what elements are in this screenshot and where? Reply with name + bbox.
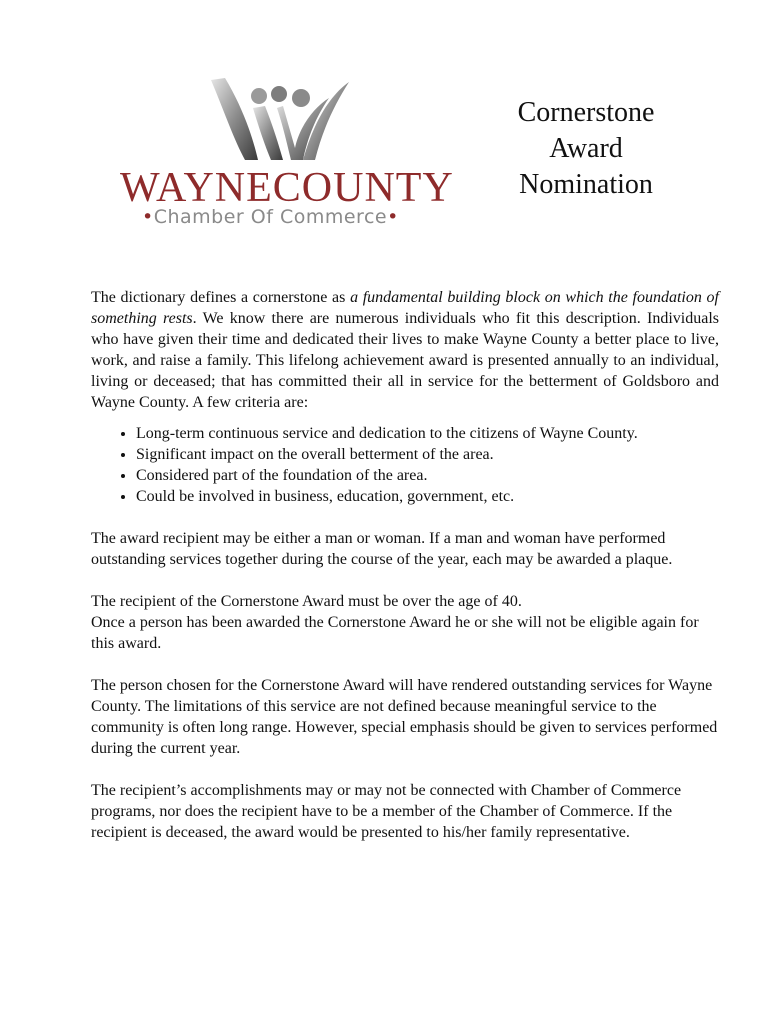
page-title (496, 95, 676, 203)
intro-paragraph (91, 287, 719, 413)
title-line-1: Cornerstone (517, 97, 655, 128)
title-line-3: Nomination (519, 169, 653, 200)
list-item: • Could be involved in business, education, government, etc. (136, 486, 719, 507)
intro-definition: a fundamental building block on which the foundation of something rests (91, 289, 719, 327)
list-item: • Long-term continuous service and dedication to the citizens of Wayne County. (136, 423, 719, 444)
brand-subtitle: •Chamber Of Commerce• (142, 206, 399, 228)
w-people-logo-icon (203, 68, 353, 163)
document-body (91, 287, 719, 843)
criteria-list (91, 423, 719, 507)
brand-second: COUNTY (272, 165, 454, 211)
eligibility-line: Once a person has been awarded the Cornerstone Award he or she will not be eligible again for this award. (91, 614, 699, 652)
list-item: • Considered part of the foundation of the area. (136, 465, 719, 486)
intro-part1: The dictionary defines a cornerstone as (91, 289, 351, 306)
list-item: • Significant impact on the overall betterment of the area. (136, 444, 719, 465)
recipient-gender-paragraph: The award recipient may be either a man or woman. If a man and woman have performed outstanding services together during the course of the year, each may be awarded a plaque. (91, 530, 673, 568)
accomplishments-paragraph: The recipient’s accomplishments may or may not be connected with Chamber of Commerce programs, nor does the recipient have to be a member of the Chamber of Commerce. If the recipient is deceased, the award would be presented to his/her family representative. (91, 782, 682, 841)
title-line-2: Award (549, 133, 623, 164)
age-requirement-line: The recipient of the Cornerstone Award must be over the age of 40. (91, 593, 522, 610)
intro-part2: . We know there are numerous individuals who fit this description. Individuals who have given their time and dedicated their lives to make Wayne County a better place to live, work, and raise a family. This lifelong achievement award is presented annually to an individual, living or deceased; that has committed their all in service for the betterment of Goldsboro and Wayne County. A few criteria are: (91, 310, 720, 411)
services-paragraph: The person chosen for the Cornerstone Award will have rendered outstanding services for Wayne County. The limitations of this service are not defined because meaningful service to the community is often long range. However, special emphasis should be given to services performed during the current year. (91, 677, 718, 757)
brand-wordmark (120, 164, 454, 212)
chamber-logo (108, 68, 454, 244)
brand-first: WAYNE (120, 165, 273, 211)
brand-subtitle-text: Chamber Of Commerce (153, 206, 388, 228)
